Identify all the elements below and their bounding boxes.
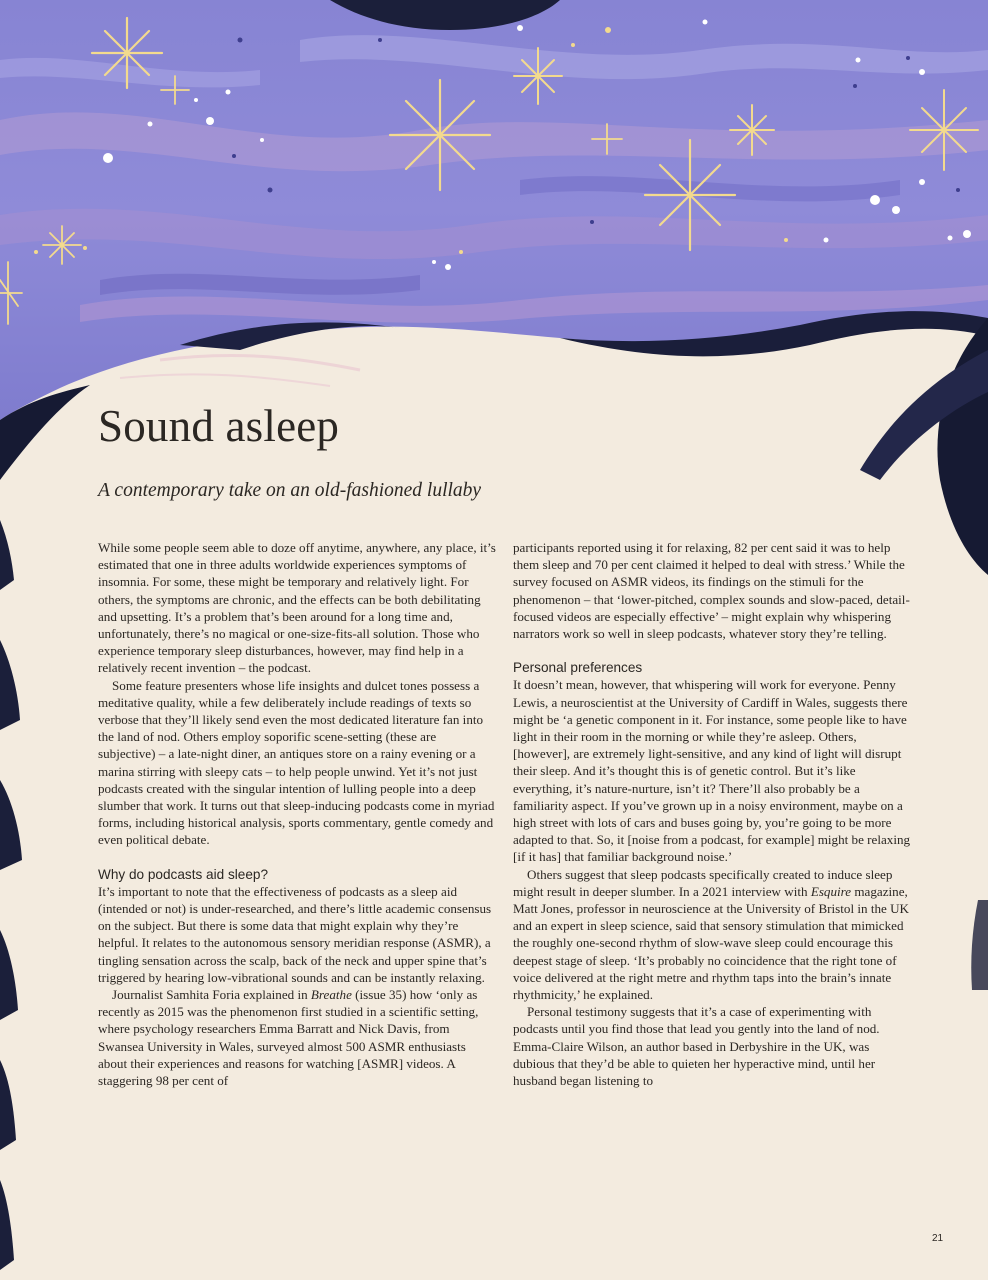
paragraph: participants reported using it for relaxing, 82 per cent said it was to help them sleep and 70 per cent claimed it helped to deal with stress.’ While the survey focused on ASMR videos, its findings on the stimuli for the phenomenon – that ‘lower-pitched, complex sounds and slow-paced, detail-focused videos are especially effective’ – might explain why whispering narrators work so well in sleep podcasts, whatever story they’re telling.	[513, 540, 910, 642]
paragraph: Personal testimony suggests that it’s a case of experimenting with podcasts until you find those that lead you gently into the land of nod. Emma-Claire Wilson, an author based in Derbyshire in the UK, was dubious that they’d be able to quieten her hyperactive mind, until her husband began listening to	[513, 1004, 880, 1089]
paragraph: It’s important to note that the effectiveness of podcasts as a sleep aid (intended or not) is under-researched, and there’s little academic consensus on the subject. But there is some data that might explain why they’re helpful. It relates to the autonomous sensory meridian response (ASMR), a tingling sensation across the scalp, back of the neck and upper spine that’s triggered by hearing low-vibrational sounds and can be instantly relaxing.	[98, 883, 492, 985]
paragraph-text: (issue 35) how ‘only as recently as 2015 was the phenomenon first studied in a scientific setting, where psychology researchers Emma Barratt and Nick Davis, from Swansea University in Wales, surveyed almost 500 ASMR enthusiasts about their experiences and reasons for watching [ASMR] videos. A staggering 98 per cent of	[98, 987, 479, 1089]
paragraph-text: Others suggest that sleep podcasts specifically created to induce sleep might result in deeper slumber. In a 2021 interview with	[513, 866, 893, 899]
paragraph: While some people seem able to doze off anytime, anywhere, any place, it’s estimated that one in three adults worldwide experiences symptoms of insomnia. For some, these might be temporary and relatively light. For others, the symptoms are chronic, and the effects can be both debilitating and upsetting. It’s a problem that’s been around for a long time and, unfortunately, there’s no magical or one-size-fits-all solution. Those who experience temporary sleep disturbances, however, may find help in a relatively recent invention – the podcast.	[98, 540, 496, 676]
paragraph	[513, 866, 911, 1004]
paragraph-text: Journalist Samhita Foria explained in	[112, 987, 311, 1003]
paragraph: Some feature presenters whose life insights and dulcet tones possess a meditative quality, while a few deliberately include readings of texts so verbose that they’ll likely send even the most dedicated literature fan into the land of nod. Others employ soporific scene-setting (these are subjective) – a late-night diner, an antiques store on a rainy evening or a marina stirring with sleepy cats – to help people unwind. Yet it’s not just podcasts created with the singular intention of lulling people into a deep slumber that work. It turns out that sleep-inducing podcasts come in myriad forms, including historical analysis, sports commentary, gentle comedy and even political debate.	[98, 677, 495, 848]
article-title: Sound asleep	[98, 401, 340, 451]
section-heading: Why do podcasts aid sleep?	[98, 866, 269, 882]
spacer	[98, 849, 496, 866]
left-column	[98, 539, 496, 1089]
page-number: 21	[932, 1233, 944, 1244]
paragraph: It doesn’t mean, however, that whispering will work for everyone. Penny Lewis, a neuroscientist at the University of Cardiff in Wales, suggests there might be ‘a genetic component in it. For instance, some people like to have light in their room in the morning or while they’re asleep. Others, [however], are extremely light-sensitive, and any kind of light will disrupt their sleep. And it’s thought this is of genetic control. But it’s like everything, it’s nature-nurture, isn’t it? There’ll also probably be a familiarity aspect. If you’ve grown up in a noisy environment, maybe on a high street with lots of cars and buses going by, you’re going to be more adapted to that. So, it [noise from a podcast, for example] might be relaxing [if it has] that familiar background noise.’	[513, 677, 911, 865]
section-heading: Personal preferences	[513, 660, 643, 676]
paragraph	[98, 986, 496, 1089]
paragraph-text: magazine, Matt Jones, professor in neuroscience at the University of Bristol in the UK and an expert in sleep science, said that sensory stimulation that mimicked the roughly one-second rhythm of slow-wave sleep could encourage this deepest stage of sleep. ‘It’s probably no coincidence that the right tone of voice delivered at the right metre and rhythm taps into the brain’s innate rhythmicity,’ he explained.	[513, 883, 910, 1003]
magazine-title: Breathe	[310, 987, 352, 1003]
magazine-title: Esquire	[810, 883, 852, 899]
article-subtitle: A contemporary take on an old-fashioned lullaby	[98, 480, 482, 501]
right-column	[513, 539, 911, 1089]
spacer	[513, 642, 911, 659]
